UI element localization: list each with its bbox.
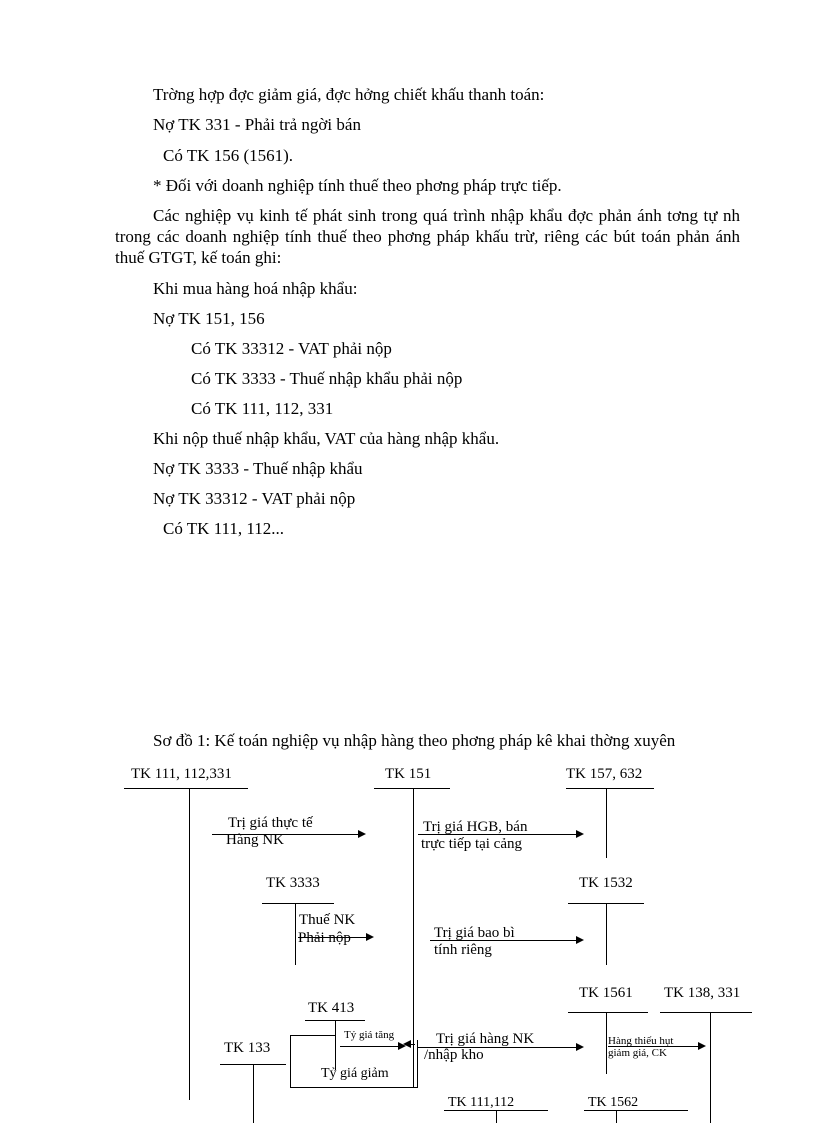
bracket-line xyxy=(290,1087,418,1088)
flow-arrow xyxy=(608,1046,704,1047)
t-account-stem xyxy=(616,1110,617,1123)
flow-label: Trị giá thực tế xyxy=(228,815,313,831)
flow-arrow-left xyxy=(405,1044,415,1045)
flow-label: Trị giá hàng NK xyxy=(436,1031,535,1047)
t-account-stem xyxy=(335,1020,336,1070)
flow-label: Thuế NK xyxy=(299,912,356,928)
flow-label: Hàng thiếu hụt xyxy=(608,1035,674,1047)
account-label: TK 1532 xyxy=(579,875,633,891)
flow-arrow xyxy=(418,1047,582,1048)
flow-arrow xyxy=(298,937,372,938)
account-label: TK 413 xyxy=(308,1000,355,1016)
account-label: TK 1561 xyxy=(579,985,633,1001)
t-account-stem xyxy=(606,788,607,858)
flow-label: Trị giá HGB, bán xyxy=(423,819,528,835)
text-line-2: Nợ TK 331 - Phải trả ngời bán xyxy=(153,115,361,134)
t-account-stem xyxy=(606,1012,607,1074)
flow-label: tính riêng xyxy=(434,942,492,958)
diagram-title: Sơ đồ 1: Kế toán nghiệp vụ nhập hàng theo phơng pháp kê khai thờng xuyên xyxy=(153,731,676,750)
flow-arrow xyxy=(430,940,582,941)
text-line-5: Khi mua hàng hoá nhập khẩu: xyxy=(153,279,358,298)
flow-arrow xyxy=(340,1046,404,1047)
t-account-line xyxy=(568,1012,648,1013)
flow-label: trực tiếp tại cảng xyxy=(421,836,523,852)
flow-label: Phải nộp xyxy=(298,930,351,946)
t-account-line xyxy=(660,1012,752,1013)
text-line-8: Có TK 3333 - Thuế nhập khẩu phải nộp xyxy=(191,369,463,388)
flow-label: Trị giá bao bì xyxy=(434,925,515,941)
flow-arrow xyxy=(418,834,582,835)
flow-label: Hàng NK xyxy=(226,832,284,848)
text-line-13: Có TK 111, 112... xyxy=(163,519,285,538)
account-label: TK 151 xyxy=(385,766,432,782)
bracket-line xyxy=(290,1035,291,1087)
t-account-line xyxy=(584,1110,688,1111)
flow-label: Tỷ giá tăng xyxy=(344,1029,395,1041)
account-label: TK 111,112 xyxy=(448,1095,515,1110)
t-account-stem xyxy=(253,1064,254,1123)
flow-arrow xyxy=(212,834,364,835)
flow-label: /nhập kho xyxy=(424,1047,484,1063)
text-line-11: Nợ TK 3333 - Thuế nhập khẩu xyxy=(153,459,363,478)
text-line-1: Trờng hợp đợc giảm giá, đợc hởng chiết khấu thanh toán: xyxy=(153,85,545,104)
text-line-10: Khi nộp thuế nhập khẩu, VAT của hàng nhập khẩu. xyxy=(153,429,500,448)
account-label: TK 157, 632 xyxy=(566,766,643,782)
t-account-line xyxy=(566,788,654,789)
t-account-stem xyxy=(413,788,414,1088)
account-label: TK 111, 112,331 xyxy=(131,766,232,782)
text-line-12: Nợ TK 33312 - VAT phải nộp xyxy=(153,489,356,508)
t-account-stem xyxy=(710,1012,711,1123)
t-account-line xyxy=(374,788,450,789)
t-account-stem xyxy=(189,788,190,1100)
text-line-3: Có TK 156 (1561). xyxy=(163,146,294,165)
t-account-stem xyxy=(295,903,296,965)
t-account-line xyxy=(124,788,248,789)
t-account-stem xyxy=(496,1110,497,1123)
text-line-7: Có TK 33312 - VAT phải nộp xyxy=(191,339,392,358)
bracket-line xyxy=(417,1040,418,1087)
account-label: TK 3333 xyxy=(266,875,320,891)
bracket-line xyxy=(290,1035,336,1036)
text-line-9: Có TK 111, 112, 331 xyxy=(191,399,334,418)
flow-label: giảm giá, CK xyxy=(608,1047,667,1059)
t-account-stem xyxy=(606,903,607,965)
account-label: TK 1562 xyxy=(588,1095,639,1110)
account-label: TK 138, 331 xyxy=(664,985,741,1001)
account-label: TK 133 xyxy=(224,1040,271,1056)
text-paragraph-1: Các nghiệp vụ kinh tế phát sinh trong quá trình nhập khẩu đợc phản ánh tơng tự nh trong các doanh nghiệp tính thuế theo phơng pháp khấu trừ, riêng các bút toán phản ánh thuế GTGT, kế toán ghi: xyxy=(115,206,740,267)
t-account-line xyxy=(262,903,334,904)
text-line-4: * Đối với doanh nghiệp tính thuế theo phơng pháp trực tiếp. xyxy=(153,176,562,195)
flow-label: Tỷ giá giảm xyxy=(321,1066,389,1081)
text-line-6: Nợ TK 151, 156 xyxy=(153,309,265,328)
